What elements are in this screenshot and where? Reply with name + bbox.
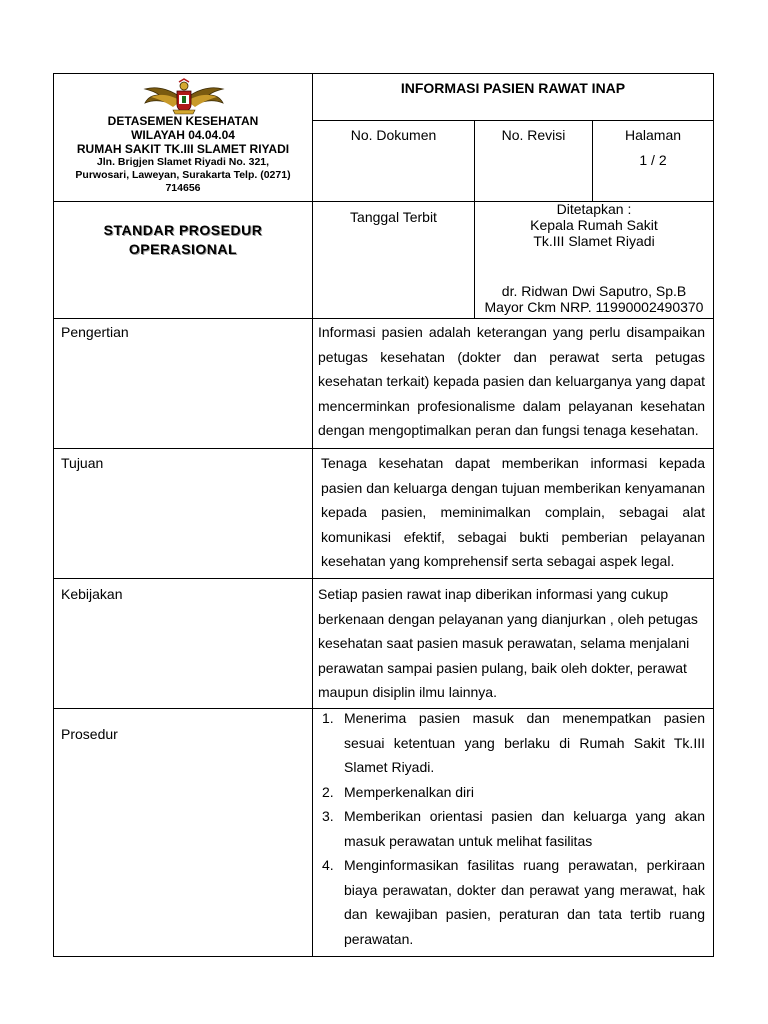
hospital-identity xyxy=(56,114,310,195)
table-divider xyxy=(312,73,313,957)
hospital-address-line: Purwosari, Laweyan, Surakarta Telp. (0271) xyxy=(75,169,291,181)
prosedur-list xyxy=(318,706,705,951)
tujuan-text: Tenaga kesehatan dapat memberikan informasi kepada pasien dan keluarga dengan tujuan memberikan kenyamanan kepada pasien, meminimalkan complain, sebagai alat komunikasi efektif, sebagai bukti pemberian pelayanan kesehatan yang komprehensif serta sebagai aspek legal. xyxy=(321,455,705,569)
list-item-number: 3. xyxy=(322,808,334,824)
ditetapkan-label: Ditetapkan : xyxy=(556,201,632,217)
signer-name: dr. Ridwan Dwi Saputro, Sp.B xyxy=(501,283,687,299)
list-item-text: Memberikan orientasi pasien dan keluarga yang akan masuk perawatan untuk melihat fasilitas xyxy=(344,808,705,849)
hospital-name: RUMAH SAKIT TK.III SLAMET RIYADI xyxy=(76,142,290,156)
hospital-unit: DETASEMEN KESEHATAN xyxy=(107,114,259,128)
table-border-left xyxy=(53,73,54,957)
list-item-number: 1. xyxy=(322,710,334,726)
kebijakan-line: Setiap pasien rawat inap diberikan informasi yang cukup xyxy=(318,586,669,602)
list-item-text: Menerima pasien masuk dan menempatkan pasien sesuai ketentuan yang berlaku di Rumah Sakit Tk.III Slamet Riyadi. xyxy=(344,710,705,775)
list-item xyxy=(318,780,705,805)
halaman-value: 1 / 2 xyxy=(639,152,667,168)
tujuan-label: Tujuan xyxy=(61,455,104,471)
hospital-address-line: Jln. Brigjen Slamet Riyadi No. 321, xyxy=(96,156,270,168)
kebijakan-text xyxy=(318,582,708,705)
table-border-bottom xyxy=(53,956,714,957)
signer-rank: Mayor Ckm NRP. 11990002490370 xyxy=(484,299,704,315)
sop-title-line: OPERASIONAL xyxy=(128,241,238,257)
list-item-number: 4. xyxy=(322,857,334,873)
kebijakan-line: berkenaan dengan pelayanan yang dianjurkan , oleh petugas xyxy=(318,610,698,627)
ditetapkan-institution: Tk.III Slamet Riyadi xyxy=(533,233,655,249)
ditetapkan-block xyxy=(475,201,713,315)
table-divider xyxy=(312,120,713,121)
list-item-text: Memperkenalkan diri xyxy=(344,783,474,800)
hospital-address-line: 714656 xyxy=(165,182,201,194)
table-border-top xyxy=(53,73,713,74)
list-item xyxy=(318,804,705,853)
table-divider xyxy=(53,318,713,319)
no-dokumen-label: No. Dokumen xyxy=(350,127,437,143)
kebijakan-line: kesehatan saat pasien masuk perawatan, selama menjalani xyxy=(318,635,690,651)
document-title: INFORMASI PASIEN RAWAT INAP xyxy=(400,80,626,96)
kebijakan-label: Kebijakan xyxy=(61,586,123,602)
pengertian-label: Pengertian xyxy=(61,324,129,340)
kebijakan-line: perawatan sampai pasien pulang, baik oleh dokter, perawat xyxy=(318,659,687,676)
table-divider xyxy=(53,448,713,449)
list-item-number: 2. xyxy=(322,783,334,800)
sop-title-line: STANDAR PROSEDUR xyxy=(103,222,263,238)
no-revisi-label: No. Revisi xyxy=(501,127,566,143)
prosedur-label: Prosedur xyxy=(61,726,118,742)
hospital-region: WILAYAH 04.04.04 xyxy=(131,128,235,142)
sop-heading xyxy=(54,221,312,259)
halaman-label: Halaman xyxy=(624,127,682,143)
table-divider xyxy=(53,578,713,579)
list-item xyxy=(318,853,705,951)
kebijakan-line: maupun disiplin ilmu lainnya. xyxy=(318,684,497,700)
pengertian-text: Informasi pasien adalah keterangan yang perlu disampaikan petugas kesehatan (dokter dan perawat serta petugas kesehatan terkait) kepada pasien dan keluarganya yang dapat mencerminkan profesionalisme dalam pelayanan kesehatan dengan mengoptimalkan peran dan fungsi tenaga kesehatan. xyxy=(318,324,705,438)
list-item-text: Menginformasikan fasilitas ruang perawatan, perkiraan biaya perawatan, dokter dan perawat yang merawat, hak dan kewajiban pasien, peraturan dan tata tertib ruang perawatan. xyxy=(344,857,705,947)
table-border-right xyxy=(713,73,714,957)
hospital-logo xyxy=(143,77,225,115)
tanggal-terbit-label: Tanggal Terbit xyxy=(350,209,437,225)
eagle-emblem-icon xyxy=(143,77,225,115)
list-item xyxy=(318,706,705,780)
ditetapkan-position: Kepala Rumah Sakit xyxy=(530,217,658,233)
